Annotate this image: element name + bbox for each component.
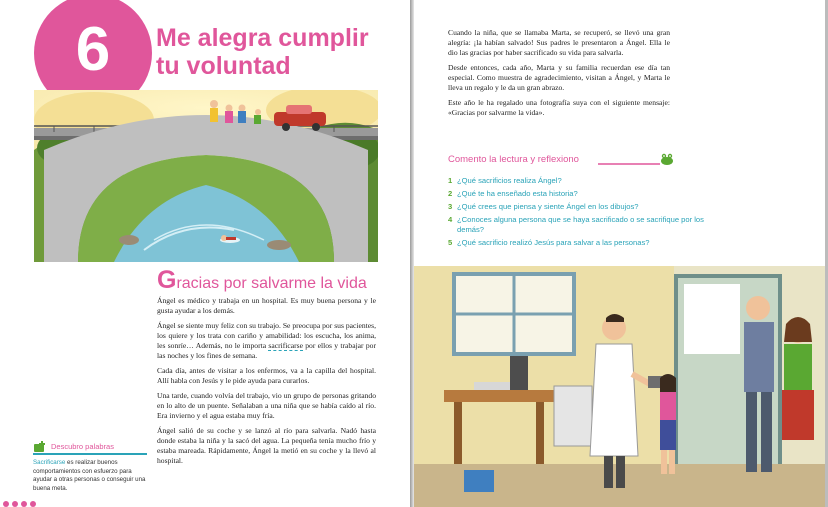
vocabulary-keyword: Sacrificarse <box>33 459 66 466</box>
story-paragraph: Una tarde, cuando volvía del trabajo, vio un grupo de personas gritando en lo alto de un puente. Señalaban a una niña que se había caído al río. Era invierno y el agua estaba muy fría. <box>157 391 376 420</box>
frog-icon <box>660 153 674 165</box>
question-item: 5 ¿Qué sacrificio realizó Jesús para salvar a las personas? <box>448 238 650 247</box>
hospital-office-illustration <box>414 266 828 507</box>
story-paragraph: Ángel es médico y trabaja en un hospital. Es muy buena persona y le gusta ayudar a los demás. <box>157 296 376 315</box>
right-page <box>414 0 828 507</box>
story-title-rest: racias por salvarme la vida <box>176 275 367 292</box>
story-paragraph: Cuando la niña, que se llamaba Marta, se recuperó, se llevó una gran alegría: ¡la habían salvado! Sus padres le presentaron a Ángel. Ella le dio las gracias por haber sacrificado su vida para salvarla. <box>448 28 670 57</box>
chapter-number: 6 <box>75 15 111 84</box>
story-title <box>157 266 367 294</box>
question-item: 2 ¿Qué te ha enseñado esta historia? <box>448 189 578 198</box>
chapter-title: Me alegra cumplir tu voluntad <box>156 24 369 80</box>
story-title-initial: G <box>157 266 177 294</box>
question-list <box>448 176 710 251</box>
reflection-title: Comento la lectura y reflexiono <box>448 154 579 165</box>
story-text-right <box>448 28 670 123</box>
decorative-dots <box>2 500 46 507</box>
bridge-rescue-illustration <box>34 90 378 262</box>
story-paragraph: Este año le ha regalado una fotografía suya con el siguiente mensaje: «Gracias por salvarme la vida». <box>448 98 670 117</box>
left-page <box>0 0 410 507</box>
question-item: 4 ¿Conoces alguna persona que se haya sacrificado o se sacrifique por los demás? <box>448 215 704 234</box>
story-paragraph: Cada día, antes de visitar a los enfermos, va a la capilla del hospital. Allí habla con Jesús y le pide ayuda para curarlos. <box>157 366 376 385</box>
vocabulary-box-header <box>33 441 147 455</box>
book-plus-icon <box>33 441 47 453</box>
vocabulary-definition: Sacrificarse es realizar buenos comportamientos con esfuerzo para ayudar a otras personas o conseguir una buena meta. <box>33 459 146 492</box>
heading-underline <box>448 152 674 168</box>
question-item: 1 ¿Qué sacrificios realiza Ángel? <box>448 176 562 185</box>
keyword-sacrificarse: sacrificarse <box>268 341 303 350</box>
vocabulary-box-title: Descubro palabras <box>51 442 114 451</box>
story-paragraph: Ángel salió de su coche y se lanzó al río para salvarla. Nadó hasta donde estaba la niña y la sacó del agua. La pequeña tenía mucho frío y estaba mareada. Rápidamente, Ángel la metió en su coche y la llevó al hospital. <box>157 426 376 465</box>
story-text-left <box>157 296 376 471</box>
story-paragraph: Ángel se siente muy feliz con su trabajo. Se preocupa por sus pacientes, los quiere y los trata con cariño y amabilidad: los escucha, los anima, les sonríe… Además, no le importa sacrificarse por ellos y trabajar por las noches y los fines de semana. <box>157 321 376 360</box>
vocabulary-box <box>33 441 147 493</box>
story-paragraph: Desde entonces, cada año, Marta y su familia recuerdan ese día tan especial. Como muestra de agradecimiento, visitan a Ángel, y Marta le lleva un regalo y le da un gran abrazo. <box>448 63 670 92</box>
question-item: 3 ¿Qué crees que piensa y siente Ángel en los dibujos? <box>448 202 639 211</box>
reflection-heading <box>448 152 674 168</box>
